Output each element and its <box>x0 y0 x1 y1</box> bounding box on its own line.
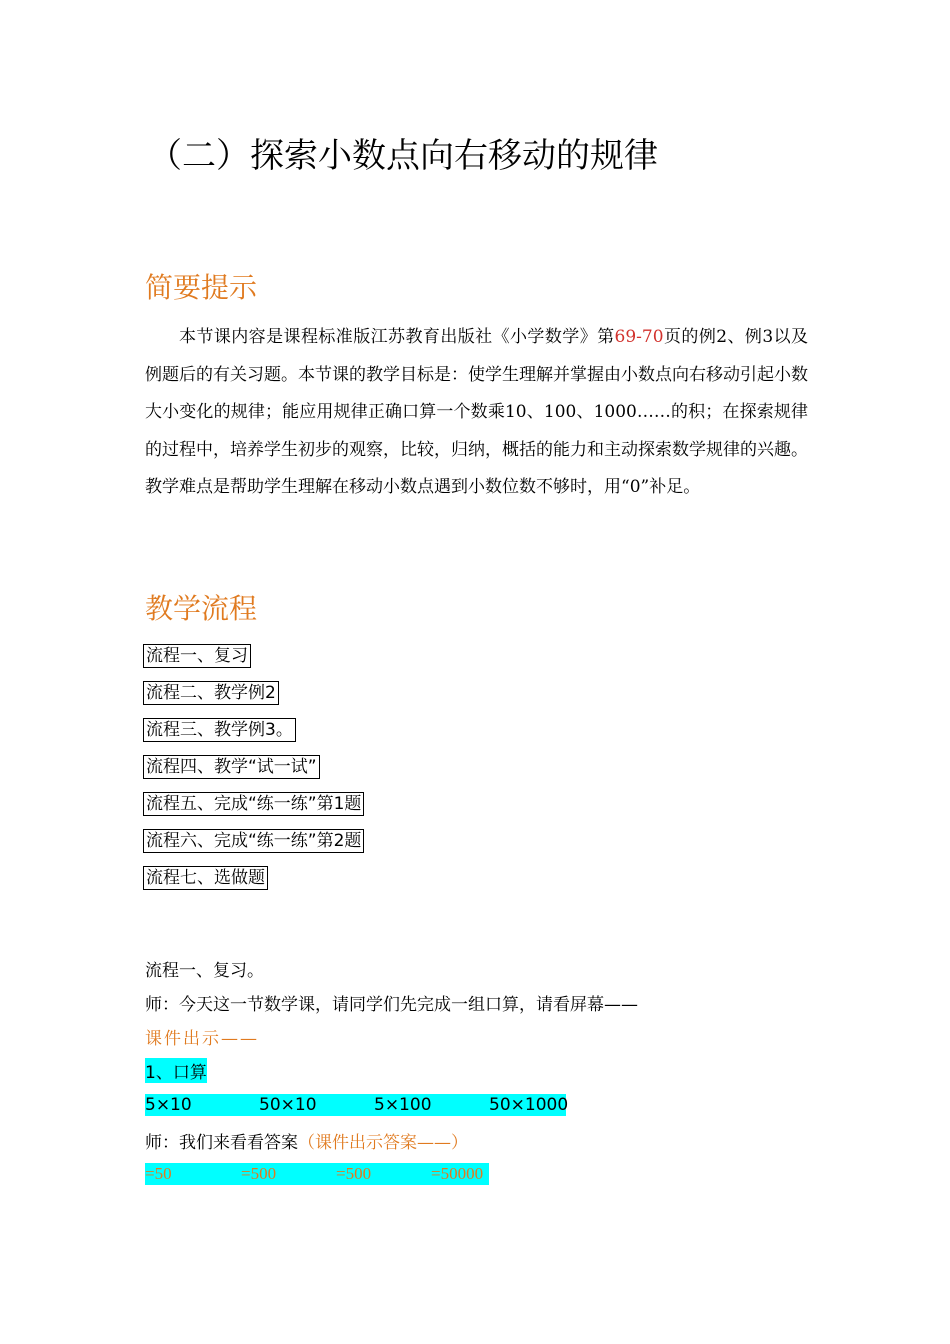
answers-row <box>145 1163 489 1185</box>
teacher-answer-note: （课件出示答案——） <box>298 1133 468 1153</box>
summary-heading: 简要提示 <box>145 271 258 304</box>
answer-2: =500 <box>241 1164 277 1183</box>
flow-link-6[interactable]: 流程六、完成“练一练”第2题 <box>143 829 364 853</box>
summary-paragraph <box>145 319 808 507</box>
flow-heading: 教学流程 <box>145 592 258 625</box>
flow-link-1[interactable]: 流程一、复习 <box>143 644 251 668</box>
flow-link-7[interactable]: 流程七、选做题 <box>143 866 268 890</box>
step1-title: 流程一、复习。 <box>145 961 264 981</box>
teacher-line: 师：今天这一节数学课，请同学们先完成一组口算，请看屏幕—— <box>145 995 638 1015</box>
summary-page-ref: 69-70 <box>614 327 664 347</box>
problem-2: 50×10 <box>259 1095 317 1115</box>
problem-4: 50×1000 <box>489 1095 569 1115</box>
flow-link-list <box>143 644 364 903</box>
page-title: （二）探索小数点向右移动的规律 <box>148 136 658 176</box>
answer-4: =50000 <box>431 1164 484 1183</box>
problem-3: 5×100 <box>374 1095 432 1115</box>
flow-link-2[interactable]: 流程二、教学例2 <box>143 681 279 705</box>
courseware-note: 课件出示—— <box>145 1029 259 1049</box>
oral-calc-label: 1、口算 <box>145 1058 207 1083</box>
summary-text-before: 本节课内容是课程标准版江苏教育出版社《小学数学》第 <box>179 327 615 347</box>
teacher-answer-line <box>145 1128 468 1153</box>
flow-link-4[interactable]: 流程四、教学“试一试” <box>143 755 320 779</box>
flow-link-3[interactable]: 流程三、教学例3。 <box>143 718 296 742</box>
problems-row <box>145 1094 569 1116</box>
flow-link-5[interactable]: 流程五、完成“练一练”第1题 <box>143 792 364 816</box>
summary-text-after: 页的例2、例3以及例题后的有关习题。本节课的教学目标是：使学生理解并掌握由小数点向右移动引起小数大小变化的规律；能应用规律正确口算一个数乘10、100、1000……的积；在探索规律的过程中，培养学生初步的观察，比较，归纳，概括的能力和主动探索数学规律的兴趣。教学难点是帮助学生理解在移动小数点遇到小数位数不够时，用“0”补足。 <box>145 327 808 497</box>
teacher-answer-prefix: 师：我们来看看答案 <box>145 1133 298 1153</box>
answer-3: =500 <box>336 1164 372 1183</box>
answer-1: =50 <box>145 1164 172 1183</box>
problem-1: 5×10 <box>145 1095 192 1115</box>
